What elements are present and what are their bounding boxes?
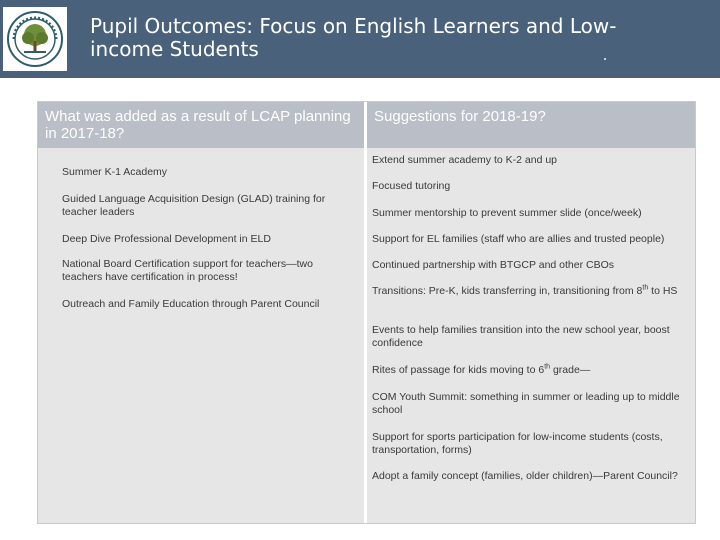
comparison-table: [37, 101, 696, 524]
right-column-header: Suggestions for 2018-19?: [367, 102, 695, 148]
right-item: Support for sports participation for low-income students (costs, transportation, forms): [372, 431, 663, 456]
left-column-header: What was added as a result of LCAP planning in 2017-18?: [38, 102, 364, 148]
left-item: Outreach and Family Education through Parent Council: [62, 298, 320, 310]
right-item: Focused tutoring: [372, 180, 451, 192]
right-item: Continued partnership with BTGCP and other CBOs: [372, 259, 615, 271]
right-item: Events to help families transition into the new school year, boost confidence: [372, 324, 670, 349]
slide-header: [0, 0, 720, 78]
right-item: Adopt a family concept (families, older children)—Parent Council?: [372, 470, 678, 482]
right-item: Extend summer academy to K-2 and up: [372, 154, 558, 166]
right-item: COM Youth Summit: something in summer or leading up to middle school: [372, 391, 680, 416]
column-divider: [364, 102, 367, 523]
right-item: Rites of passage for kids moving to 6th grade—: [372, 363, 591, 376]
decorative-dot: [604, 58, 606, 60]
right-item: Support for EL families (staff who are allies and trusted people): [372, 233, 665, 245]
left-item: National Board Certification support for teachers—two teachers have certification in process!: [62, 258, 313, 283]
right-item: Transitions: Pre-K, kids transferring in, transitioning from 8th to HS: [372, 284, 678, 297]
left-item: Summer K-1 Academy: [62, 166, 168, 178]
left-item: Deep Dive Professional Development in ELD: [62, 233, 271, 245]
school-seal-tree-icon: [7, 11, 63, 67]
school-logo: [3, 7, 67, 71]
right-item: Summer mentorship to prevent summer slide (once/week): [372, 207, 642, 219]
slide-title: Pupil Outcomes: Focus on English Learners and Low-income Students: [90, 14, 617, 61]
left-item: Guided Language Acquisition Design (GLAD) training for teacher leaders: [62, 193, 326, 218]
